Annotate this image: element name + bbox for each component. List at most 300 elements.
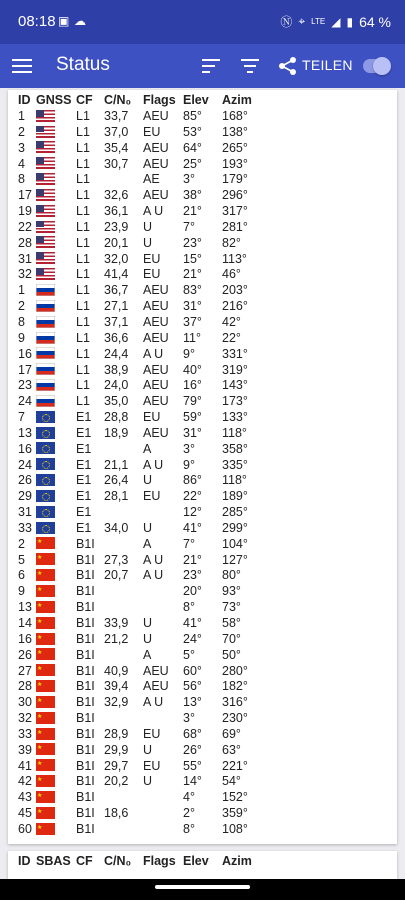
cell-gnss (36, 679, 76, 695)
cell-gnss (36, 188, 76, 204)
cell-elev: 21° (183, 552, 202, 567)
cell-gnss (36, 458, 76, 474)
cell-cf: B1I (76, 679, 95, 694)
table-row (8, 267, 397, 283)
cell-cf: E1 (76, 425, 92, 440)
cell-elev: 7° (183, 536, 195, 551)
table-row (8, 790, 397, 806)
cell-gnss (36, 695, 76, 711)
cell-elev: 16° (183, 378, 202, 393)
cell-id: 2 (18, 124, 25, 139)
flag-us-icon (36, 268, 55, 280)
cell-azim: 58° (222, 616, 241, 630)
cell-id: 41 (18, 758, 32, 773)
cell-elev: 22° (183, 489, 202, 504)
cell-gnss (36, 141, 76, 157)
sbas-header-azim: Azim (222, 853, 252, 868)
cell-flags (143, 790, 183, 806)
cell-flags: AEU (143, 188, 169, 203)
sbas-table (8, 851, 397, 870)
cell-cf: L1 (76, 394, 90, 409)
cell-id: 23 (18, 378, 32, 393)
home-gesture-handle[interactable] (155, 885, 250, 889)
cell-cn0: 24,4 (104, 346, 129, 361)
table-row (8, 188, 397, 204)
cell-elev: 3° (183, 711, 195, 726)
cell-elev: 31° (183, 425, 202, 440)
location-icon: ⌖ (298, 14, 306, 28)
cell-azim: 280° (222, 663, 248, 678)
cell-cn0 (104, 584, 143, 600)
table-row (8, 347, 397, 363)
flag-us-icon (36, 205, 55, 217)
cell-gnss (36, 220, 76, 236)
table-row (8, 584, 397, 600)
cell-cf: B1I (76, 536, 95, 551)
share-button[interactable]: TEILEN (302, 57, 353, 73)
cell-flags: U (143, 631, 153, 646)
cell-azim: 138° (222, 124, 248, 139)
toggle-switch[interactable] (363, 59, 389, 73)
cell-azim: 193° (222, 156, 248, 171)
cell-azim: 216° (222, 299, 248, 314)
cell-id: 2 (18, 299, 25, 314)
cell-flags: U (143, 742, 153, 757)
flag-cn-icon (36, 664, 55, 676)
cell-gnss (36, 822, 76, 838)
cell-cn0: 35,4 (104, 140, 129, 155)
cell-cn0: 36,1 (104, 204, 129, 219)
table-row (8, 394, 397, 410)
flag-cn-icon (36, 633, 55, 645)
notification-icon: ▣ (58, 14, 70, 28)
cell-gnss (36, 125, 76, 141)
flag-us-icon (36, 221, 55, 233)
flag-ru-icon (36, 395, 55, 407)
table-header-row (8, 90, 397, 109)
cell-cn0: 28,9 (104, 726, 129, 741)
cell-id: 7 (18, 410, 25, 425)
flag-us-icon (36, 126, 55, 138)
table-row (8, 125, 397, 141)
cell-cn0: 27,1 (104, 299, 129, 314)
cell-cf: E1 (76, 473, 92, 488)
table-row (8, 568, 397, 584)
cell-id: 32 (18, 711, 32, 726)
table-row (8, 679, 397, 695)
flag-cn-icon (36, 601, 55, 613)
battery-level: 64 % (359, 13, 391, 30)
cell-azim: 182° (222, 679, 248, 694)
cell-id: 31 (18, 251, 32, 266)
cell-flags (143, 806, 183, 822)
cell-elev: 14° (183, 774, 202, 789)
table-row (8, 204, 397, 220)
cell-flags: U (143, 219, 153, 234)
cell-gnss (36, 426, 76, 442)
cell-gnss (36, 806, 76, 822)
cell-flags (143, 505, 183, 521)
cell-gnss (36, 616, 76, 632)
cell-flags: AEU (143, 299, 169, 314)
cell-cn0: 35,0 (104, 394, 129, 409)
cell-flags: EU (143, 251, 161, 266)
cell-azim: 42° (222, 314, 241, 329)
cell-azim: 63° (222, 742, 241, 757)
cell-id: 24 (18, 394, 32, 409)
cell-cn0: 21,1 (104, 457, 129, 472)
flag-eu-icon (36, 442, 55, 454)
cloud-icon: ☁ (74, 14, 86, 28)
cell-elev: 53° (183, 124, 202, 139)
table-row (8, 283, 397, 299)
table-row (8, 299, 397, 315)
cell-flags: EU (143, 726, 161, 741)
cell-gnss (36, 664, 76, 680)
sbas-header-cf: CF (76, 853, 93, 868)
flag-us-icon (36, 110, 55, 122)
cell-cf: L1 (76, 378, 90, 393)
column-header-cn0: C/N₀ (104, 92, 132, 107)
cell-cf: B1I (76, 774, 95, 789)
cell-id: 45 (18, 806, 32, 821)
cell-flags: EU (143, 124, 161, 139)
cell-elev: 2° (183, 806, 195, 821)
cell-cn0 (104, 505, 143, 521)
cell-azim: 316° (222, 695, 248, 710)
cell-elev: 79° (183, 394, 202, 409)
cell-gnss (36, 394, 76, 410)
cell-gnss (36, 363, 76, 379)
flag-eu-icon (36, 522, 55, 534)
cell-azim: 108° (222, 821, 248, 836)
cell-cf: B1I (76, 616, 95, 630)
flag-ru-icon (36, 284, 55, 296)
cell-azim: 69° (222, 726, 241, 741)
cell-cn0: 18,9 (104, 425, 129, 440)
cell-cf: L1 (76, 267, 90, 282)
cell-cn0: 32,0 (104, 251, 129, 266)
cell-azim: 152° (222, 790, 248, 805)
cell-flags: AEU (143, 314, 169, 329)
flag-ru-icon (36, 316, 55, 328)
table-row (8, 759, 397, 775)
cell-gnss (36, 632, 76, 648)
cell-elev: 83° (183, 283, 202, 298)
cell-cf: B1I (76, 568, 95, 583)
cell-elev: 64° (183, 140, 202, 155)
cell-elev: 21° (183, 267, 202, 282)
cell-gnss (36, 347, 76, 363)
flag-cn-icon (36, 728, 55, 740)
cell-gnss (36, 648, 76, 664)
cell-cn0: 38,9 (104, 362, 129, 377)
flag-ru-icon (36, 379, 55, 391)
cell-azim: 358° (222, 441, 248, 456)
flag-us-icon (36, 252, 55, 264)
cell-cn0: 29,7 (104, 758, 129, 773)
cell-id: 31 (18, 505, 32, 520)
cell-id: 16 (18, 441, 32, 456)
cell-cn0: 21,2 (104, 631, 129, 646)
cell-cn0 (104, 172, 143, 188)
flag-cn-icon (36, 759, 55, 771)
flag-cn-icon (36, 585, 55, 597)
table-row (8, 220, 397, 236)
cell-flags (143, 584, 183, 600)
cell-cf: B1I (76, 584, 95, 599)
sort-icon[interactable] (202, 59, 220, 73)
flag-ru-icon (36, 300, 55, 312)
cell-gnss (36, 442, 76, 458)
cell-elev: 4° (183, 790, 195, 805)
cell-cf: E1 (76, 505, 92, 520)
cell-gnss (36, 283, 76, 299)
column-header-gnss: GNSS (36, 92, 72, 107)
table-row (8, 315, 397, 331)
cell-elev: 31° (183, 299, 202, 314)
cell-elev: 41° (183, 616, 202, 630)
flag-cn-icon (36, 553, 55, 565)
cell-cf: E1 (76, 520, 92, 535)
flag-cn-icon (36, 807, 55, 819)
lte-label: LTE (311, 17, 326, 26)
cell-id: 33 (18, 726, 32, 741)
cell-id: 42 (18, 774, 32, 789)
cell-cn0 (104, 600, 143, 616)
table-row (8, 695, 397, 711)
cell-elev: 15° (183, 251, 202, 266)
table-row (8, 553, 397, 569)
gnss-table (8, 90, 397, 838)
cell-elev: 24° (183, 631, 202, 646)
cell-gnss (36, 236, 76, 252)
cell-elev: 38° (183, 188, 202, 203)
cell-cf: L1 (76, 140, 90, 155)
share-icon[interactable] (278, 56, 298, 76)
cell-gnss (36, 473, 76, 489)
cell-azim: 296° (222, 188, 248, 203)
cell-azim: 221° (222, 758, 248, 773)
cell-gnss (36, 252, 76, 268)
cell-flags: AEU (143, 378, 169, 393)
flag-eu-icon (36, 506, 55, 518)
cell-azim: 168° (222, 109, 248, 123)
cell-cf: L1 (76, 219, 90, 234)
flag-cn-icon (36, 648, 55, 660)
sbas-header-elev: Elev (183, 853, 209, 868)
signal-icon: ◢ (331, 14, 341, 29)
table-row (8, 537, 397, 553)
cell-flags: A U (143, 204, 164, 219)
cell-gnss (36, 553, 76, 569)
cell-id: 29 (18, 489, 32, 504)
cell-flags: AE (143, 172, 160, 187)
cell-flags: A (143, 536, 152, 551)
flag-us-icon (36, 173, 55, 185)
table-row (8, 664, 397, 680)
cell-cf: B1I (76, 631, 95, 646)
table-row (8, 505, 397, 521)
cell-cn0: 28,8 (104, 410, 129, 425)
cell-cf: B1I (76, 711, 95, 726)
flag-us-icon (36, 157, 55, 169)
cell-gnss (36, 790, 76, 806)
cell-flags: EU (143, 758, 161, 773)
cell-id: 16 (18, 346, 32, 361)
cell-azim: 335° (222, 457, 248, 472)
cell-flags: U (143, 235, 153, 250)
table-row (8, 822, 397, 838)
table-row (8, 236, 397, 252)
flag-cn-icon (36, 791, 55, 803)
cell-flags: A U (143, 552, 164, 567)
flag-eu-icon (36, 474, 55, 486)
cell-azim: 82° (222, 235, 241, 250)
cell-elev: 7° (183, 219, 195, 234)
table-row (8, 157, 397, 173)
cell-flags: A U (143, 695, 164, 710)
cell-flags: U (143, 774, 153, 789)
cell-gnss (36, 600, 76, 616)
cell-gnss (36, 727, 76, 743)
cell-flags: AEU (143, 140, 169, 155)
cell-flags (143, 600, 183, 616)
cell-flags: A U (143, 457, 164, 472)
cell-cf: L1 (76, 314, 90, 329)
cell-id: 26 (18, 647, 32, 662)
cell-azim: 143° (222, 378, 248, 393)
cell-flags: EU (143, 489, 161, 504)
sbas-header-flags: Flags (143, 853, 176, 868)
flag-cn-icon (36, 743, 55, 755)
cell-elev: 9° (183, 346, 195, 361)
gnss-status-card (8, 90, 397, 844)
cell-azim: 319° (222, 362, 248, 377)
cell-cn0: 37,1 (104, 314, 129, 329)
cell-cf: B1I (76, 663, 95, 678)
flag-cn-icon (36, 680, 55, 692)
flag-cn-icon (36, 537, 55, 549)
cell-cf: B1I (76, 790, 95, 805)
cell-cf: L1 (76, 283, 90, 298)
cell-cn0 (104, 442, 143, 458)
menu-icon[interactable] (12, 56, 32, 76)
cell-elev: 56° (183, 679, 202, 694)
cell-cf: B1I (76, 806, 95, 821)
table-row (8, 378, 397, 394)
cell-azim: 46° (222, 267, 241, 282)
cell-azim: 113° (222, 251, 247, 266)
cell-gnss (36, 584, 76, 600)
cell-elev: 37° (183, 314, 202, 329)
cell-gnss (36, 759, 76, 775)
cell-id: 28 (18, 679, 32, 694)
table-row (8, 727, 397, 743)
cell-id: 32 (18, 267, 32, 282)
cell-id: 43 (18, 790, 32, 805)
cell-cf: L1 (76, 299, 90, 314)
cell-cn0: 37,0 (104, 124, 129, 139)
cell-cn0: 41,4 (104, 267, 129, 282)
cell-cn0: 33,7 (104, 109, 129, 123)
cell-cn0 (104, 822, 143, 838)
table-row (8, 711, 397, 727)
flag-ru-icon (36, 347, 55, 359)
cell-cn0: 32,9 (104, 695, 129, 710)
cell-id: 9 (18, 330, 25, 345)
navigation-bar (0, 879, 405, 900)
cell-gnss (36, 331, 76, 347)
page-title: Status (56, 54, 110, 75)
cell-flags: U (143, 616, 153, 630)
cell-elev: 12° (183, 505, 202, 520)
flag-cn-icon (36, 775, 55, 787)
cell-gnss (36, 711, 76, 727)
flag-cn-icon (36, 569, 55, 581)
table-row (8, 109, 397, 125)
cell-cf: L1 (76, 346, 90, 361)
cell-azim: 118° (222, 473, 247, 488)
cell-azim: 118° (222, 425, 247, 440)
table-row (8, 410, 397, 426)
cell-cf: B1I (76, 821, 95, 836)
cell-azim: 281° (222, 219, 248, 234)
cell-elev: 3° (183, 441, 195, 456)
cell-azim: 104° (222, 536, 248, 551)
cell-azim: 317° (222, 204, 248, 219)
table-row (8, 331, 397, 347)
table-row (8, 521, 397, 537)
cell-cn0: 36,6 (104, 330, 129, 345)
cell-id: 1 (18, 109, 25, 123)
cell-azim: 50° (222, 647, 241, 662)
cell-cf: E1 (76, 489, 92, 504)
flag-cn-icon (36, 823, 55, 835)
table-row (8, 458, 397, 474)
cell-flags: AEU (143, 679, 169, 694)
cell-id: 17 (18, 362, 32, 377)
cell-id: 2 (18, 536, 25, 551)
cell-azim: 285° (222, 505, 248, 520)
cell-cn0: 39,4 (104, 679, 129, 694)
cell-cf: L1 (76, 124, 90, 139)
cell-id: 19 (18, 204, 32, 219)
column-header-flags: Flags (143, 92, 176, 107)
cell-id: 4 (18, 156, 25, 171)
cell-cf: L1 (76, 204, 90, 219)
cell-cf: L1 (76, 156, 90, 171)
cell-azim: 203° (222, 283, 248, 298)
flag-us-icon (36, 141, 55, 153)
cell-flags: A U (143, 568, 164, 583)
cell-cn0: 40,9 (104, 663, 129, 678)
cell-azim: 80° (222, 568, 241, 583)
cell-cn0: 33,9 (104, 616, 129, 630)
cell-elev: 60° (183, 663, 202, 678)
cell-id: 3 (18, 140, 25, 155)
cell-cn0 (104, 711, 143, 727)
app-toolbar (0, 44, 405, 88)
sbas-header-sbas: SBAS (36, 853, 71, 868)
filter-icon[interactable] (241, 59, 259, 73)
cell-id: 27 (18, 663, 32, 678)
cell-cn0: 29,9 (104, 742, 129, 757)
cell-flags: AEU (143, 156, 169, 171)
cell-flags: AEU (143, 425, 169, 440)
cell-cf: L1 (76, 109, 90, 123)
cell-id: 22 (18, 219, 32, 234)
